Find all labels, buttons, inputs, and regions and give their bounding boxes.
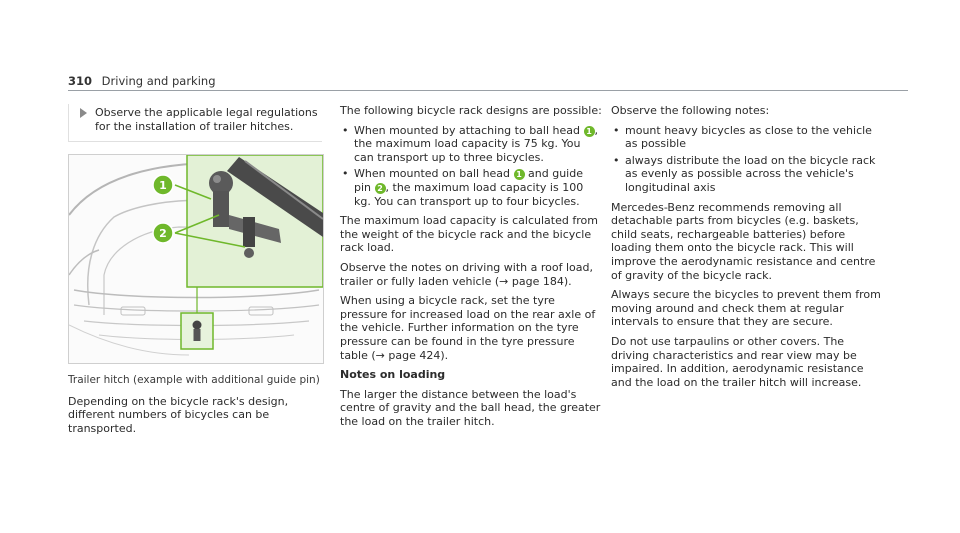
header-rule <box>68 90 908 91</box>
callout-1-icon: 1 <box>514 169 525 180</box>
rack-designs-intro: The following bicycle rack designs are possible: <box>340 104 602 117</box>
section-title: Driving and parking <box>101 74 216 88</box>
covers-paragraph: Do not use tarpaulins or other covers. The driving characteristics and rear view may be impaired. In addition, aerodynamic resistance and the load on the trailer hitch will increase. <box>611 334 864 389</box>
note-text: Observe the applicable legal regulations for the installation of trailer hitches. <box>95 106 318 133</box>
tyre-pressure-paragraph: When using a bicycle rack, set the tyre pressure for increased load on the rear axle of the vehicle. Further information on the tyre pressure can be found in the tyre pressure table (→ page 424). <box>340 294 596 362</box>
callout-2-label: 2 <box>159 227 167 241</box>
column-left <box>68 104 322 442</box>
list-item <box>340 124 602 165</box>
callout-1-label: 1 <box>159 179 167 193</box>
callout-1-icon: 1 <box>584 126 595 137</box>
column-right <box>611 104 883 395</box>
figure-caption: Trailer hitch (example with additional guide pin) <box>68 374 320 387</box>
trailer-hitch-illustration <box>68 154 324 364</box>
notes-on-loading-heading: Notes on loading <box>340 368 446 382</box>
load-capacity-paragraph: The maximum load capacity is calculated from the weight of the bicycle rack and the bicycle rack load. <box>340 214 598 255</box>
bullet1-text-b: , the maximum load capacity is 75 kg. You can transport up to three bicycles. <box>354 123 598 164</box>
list-item: • always distribute the load on the bicycle rack as evenly as possible across the vehicle's longitudinal axis <box>611 154 883 195</box>
load-distance-paragraph: The larger the distance between the load's centre of gravity and the ball head, the greater the load on the trailer hitch. <box>340 387 601 428</box>
note-arrow-icon <box>80 108 87 118</box>
bullet1-text-a: When mounted by attaching to ball head <box>354 123 580 137</box>
column-middle <box>340 104 602 434</box>
car-rear-drawing <box>69 155 323 363</box>
bullet2-text-a: When mounted on ball head <box>354 167 511 181</box>
page-number: 310 <box>68 74 93 88</box>
list-item <box>340 167 602 208</box>
page-header <box>68 74 216 88</box>
rack-design-list <box>340 124 602 209</box>
roof-load-paragraph: Observe the notes on driving with a roof load, trailer or fully laden vehicle (→ page 184). <box>340 260 593 288</box>
bicycle-count-paragraph: Depending on the bicycle rack's design, different numbers of bicycles can be transported. <box>68 394 289 435</box>
callout-2-icon: 2 <box>375 183 386 194</box>
list-item: • mount heavy bicycles as close to the vehicle as possible <box>611 124 883 151</box>
bullet2-text-b: and guide pin <box>354 167 583 194</box>
secure-bicycles-paragraph: Always secure the bicycles to prevent them from moving around and check them at regular intervals to ensure that they are secure. <box>611 288 881 329</box>
legal-note <box>68 104 322 142</box>
notes-list <box>611 124 883 195</box>
bullet2-text-c: , the maximum load capacity is 100 kg. You can transport up to four bicycles. <box>354 180 584 208</box>
notes-intro: Observe the following notes: <box>611 104 770 117</box>
detachable-parts-paragraph: Mercedes-Benz recommends removing all detachable parts from bicycles (e.g. baskets, child seats, rechargeable batteries) before loading them onto the bicycle rack. This will improve the aerodynamic resistance and centre of gravity of the bicycle rack. <box>611 200 876 282</box>
